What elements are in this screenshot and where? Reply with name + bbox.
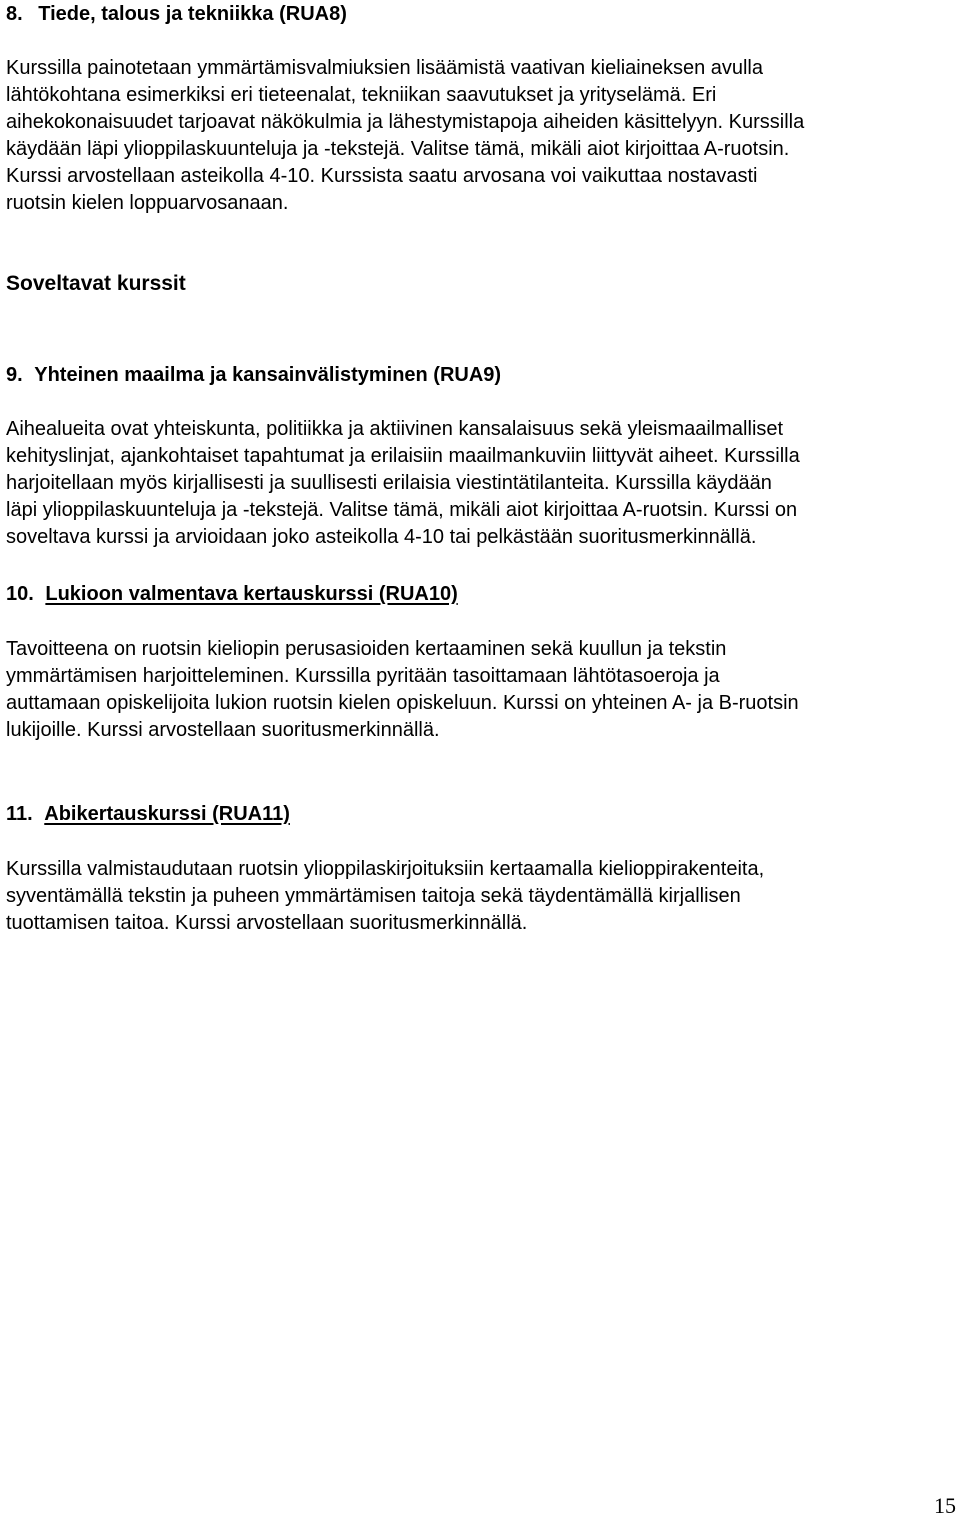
text-line: ruotsin kielen loppuarvosanaan. [6,192,289,214]
text-line: syventämällä tekstin ja puheen ymmärtämisen taitoja sekä täydentämällä kirjallisen [6,885,741,907]
text-line: aihekokonaisuudet tarjoavat näkökulmia ja lähestymistapoja aiheiden käsittelyyn. Kurssilla [6,111,805,133]
section-heading-rua10 [6,581,458,607]
text-line: käydään läpi ylioppilaskuunteluja ja -tekstejä. Valitse tämä, mikäli aiot kirjoittaa A-ruotsin. [6,138,790,160]
text-line: Tavoitteena on ruotsin kieliopin perusasioiden kertaaminen sekä kuullun ja tekstin [6,638,727,660]
page-number: 15 [934,1493,956,1518]
section-title: Abikertauskurssi (RUA11) [44,803,290,825]
section-heading-rua9 [6,362,501,388]
section-number: 8. [6,3,23,25]
section-title: Lukioon valmentava kertauskurssi (RUA10) [45,583,458,605]
text-line: Kurssi arvostellaan asteikolla 4-10. Kurssista saatu arvosana voi vaikuttaa nostavasti [6,165,758,187]
section-number: 10. [6,583,34,605]
text-line: Kurssilla painotetaan ymmärtämisvalmiuksien lisäämistä vaativan kieliaineksen avulla [6,57,764,79]
section-number: 11. [6,803,33,825]
text-line: harjoitellaan myös kirjallisesti ja suullisesti erilaisia viestintätilanteita. Kurssilla käydään [6,472,772,494]
section-title: Yhteinen maailma ja kansainvälistyminen (RUA9) [34,364,502,386]
section-title: Tiede, talous ja tekniikka (RUA8) [38,3,347,25]
section-number: 9. [6,364,23,386]
applied-courses-heading: Soveltavat kurssit [6,272,186,295]
section-description-rua11 [6,856,956,937]
text-line: auttamaan opiskelijoita lukion ruotsin kielen opiskeluun. Kurssi on yhteinen A- ja B-ruotsin [6,692,799,714]
section-heading-rua11 [6,801,290,827]
text-line: kehityslinjat, ajankohtaiset tapahtumat ja erilaisiin maailmankuviin liittyvät aiheet. Kurssilla [6,445,800,467]
section-description-rua8 [6,55,956,217]
text-line: ymmärtämisen harjoitteleminen. Kurssilla pyritään tasoittamaan lähtötasoeroja ja [6,665,720,687]
text-line: tuottamisen taitoa. Kurssi arvostellaan suoritusmerkinnällä. [6,912,528,934]
text-line: lukijoille. Kurssi arvostellaan suoritusmerkinnällä. [6,719,440,741]
text-line: läpi ylioppilaskuunteluja ja -tekstejä. Valitse tämä, mikäli aiot kirjoittaa A-ruotsin. Kurssi on [6,499,798,521]
text-line: Aihealueita ovat yhteiskunta, politiikka ja aktiivinen kansalaisuus sekä yleismaailmalliset [6,418,784,440]
section-description-rua9 [6,416,956,551]
section-heading-rua8 [6,1,347,27]
text-line: Kurssilla valmistaudutaan ruotsin ylioppilaskirjoituksiin kertaamalla kielioppirakenteita, [6,858,765,880]
text-line: soveltava kurssi ja arvioidaan joko asteikolla 4-10 tai pelkästään suoritusmerkinnällä. [6,526,757,548]
section-description-rua10 [6,636,956,744]
text-line: lähtökohtana esimerkiksi eri tieteenalat, tekniikan saavutukset ja yrityselämä. Eri [6,84,717,106]
